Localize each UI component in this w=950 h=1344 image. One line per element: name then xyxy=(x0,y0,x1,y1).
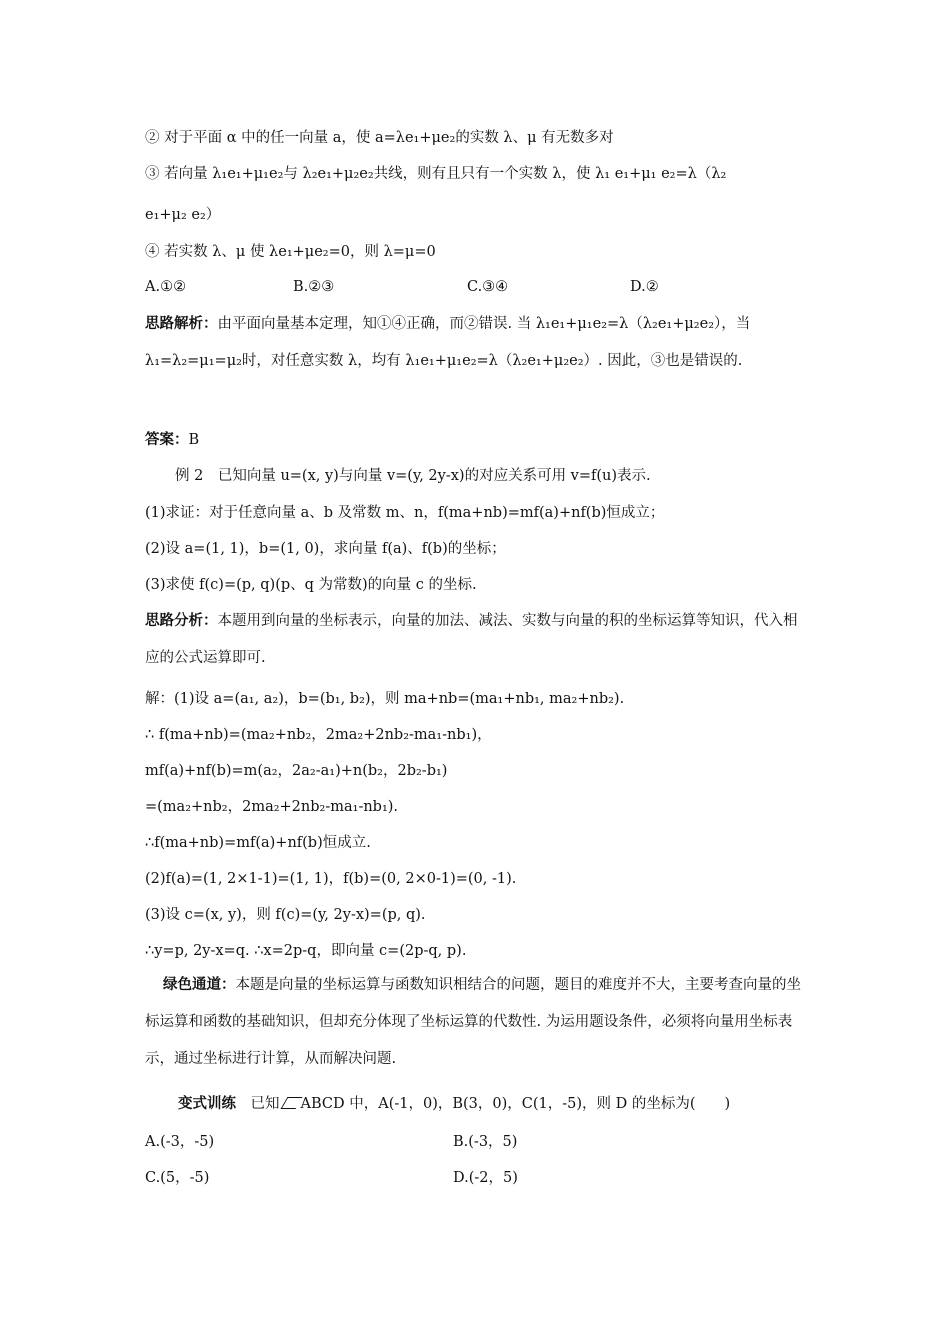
analysis-2-text: 本题用到向量的坐标表示，向量的加法、减法、实数与向量的积的坐标运算等知识，代入相应的公式运算即可. xyxy=(145,613,798,666)
option-2-d: D.(-2，5) xyxy=(453,1170,518,1186)
analysis-1-text: 由平面向量基本定理，知①④正确，而②错误. 当 λ₁e₁+μ₁e₂=λ（λ₂e₁+μ₂e₂），当 λ₁=λ₂=μ₁=μ₂时，对任意实数 λ，均有 λ₁e₁+μ₁e₂=λ（λ₂e₁+μ₂e₂）. 因此，③也是错误的. xyxy=(145,316,751,369)
solution-line-3: mf(a)+nf(b)=m(a₂，2a₂-a₁)+n(b₂，2b₂-b₁) xyxy=(145,763,448,779)
option-c: C.③④ xyxy=(467,279,509,295)
statement-3-cont: e₁+μ₂ e₂） xyxy=(145,207,221,223)
example-2-q1: (1)求证：对于任意向量 a、b 及常数 m、n，f(ma+nb)=mf(a)+nf(b)恒成立； xyxy=(145,505,665,521)
green-channel xyxy=(145,966,810,1078)
variant-before: 已知 xyxy=(250,1096,280,1112)
solution-line-8: ∴y=p, 2y-x=q. ∴x=2p-q，即向量 c=(2p-q, p). xyxy=(145,943,467,959)
example-2-q2: (2)设 a=(1, 1)，b=(1, 0)，求向量 f(a)、f(b)的坐标； xyxy=(145,541,506,557)
variant-training xyxy=(178,1094,843,1114)
statement-2: ② 对于平面 α 中的任一向量 a，使 a=λe₁+μe₂的实数 λ、μ 有无数多对 xyxy=(145,130,614,146)
option-b: B.②③ xyxy=(293,279,335,295)
option-2-a: A.(-3，-5) xyxy=(145,1134,215,1150)
option-2-c: C.(5，-5) xyxy=(145,1170,210,1186)
variant-after: ABCD 中，A(-1，0)，B(3，0)，C(1，-5)，则 D 的坐标为( ) xyxy=(300,1096,731,1112)
option-2-b: B.(-3，5) xyxy=(453,1134,518,1150)
green-channel-text: 本题是向量的坐标运算与函数知识相结合的问题，题目的难度并不大，主要考查向量的坐标运算和函数的基础知识，但却充分体现了坐标运算的代数性. 为运用题设条件，必须将向量用坐标表示，通过坐标进行计算，从而解决问题. xyxy=(145,977,801,1067)
variant-head: 变式训练 xyxy=(178,1095,236,1112)
answer-value: B xyxy=(188,432,200,448)
solution-line-2: ∴ f(ma+nb)=(ma₂+nb₂，2ma₂+2nb₂-ma₁-nb₁)， xyxy=(145,727,492,743)
analysis-1-head: 思路解析： xyxy=(145,315,218,332)
parallelogram-icon xyxy=(280,1097,302,1109)
solution-line-6: (2)f(a)=(1, 2×1-1)=(1, 1)，f(b)=(0, 2×0-1)=(0, -1). xyxy=(145,871,517,887)
example-2-intro: 例 2 已知向量 u=(x, y)与向量 v=(y, 2y-x)的对应关系可用 v=f(u)表示. xyxy=(175,468,651,484)
solution-line-4: =(ma₂+nb₂，2ma₂+2nb₂-ma₁-nb₁). xyxy=(145,799,399,815)
option-d: D.② xyxy=(630,279,659,295)
analysis-2 xyxy=(145,602,810,677)
solution-line-1: 解：(1)设 a=(a₁, a₂)，b=(b₁, b₂)，则 ma+nb=(ma₁+nb₁, ma₂+nb₂). xyxy=(145,691,625,707)
analysis-1 xyxy=(145,305,810,380)
statement-3: ③ 若向量 λ₁e₁+μ₁e₂与 λ₂e₁+μ₂e₂共线，则有且只有一个实数 λ，使 λ₁ e₁+μ₁ e₂=λ（λ₂ xyxy=(145,166,727,182)
answer xyxy=(145,430,810,450)
green-channel-head: 绿色通道： xyxy=(163,976,236,993)
solution-line-7: (3)设 c=(x, y)，则 f(c)=(y, 2y-x)=(p, q). xyxy=(145,907,426,923)
statement-4: ④ 若实数 λ、μ 使 λe₁+μe₂=0，则 λ=μ=0 xyxy=(145,244,436,260)
example-2-q3: (3)求使 f(c)=(p, q)(p、q 为常数)的向量 c 的坐标. xyxy=(145,577,477,593)
option-a: A.①② xyxy=(145,279,187,295)
analysis-2-head: 思路分析： xyxy=(145,612,218,629)
solution-line-5: ∴f(ma+nb)=mf(a)+nf(b)恒成立. xyxy=(145,835,371,851)
answer-head: 答案： xyxy=(145,431,189,448)
